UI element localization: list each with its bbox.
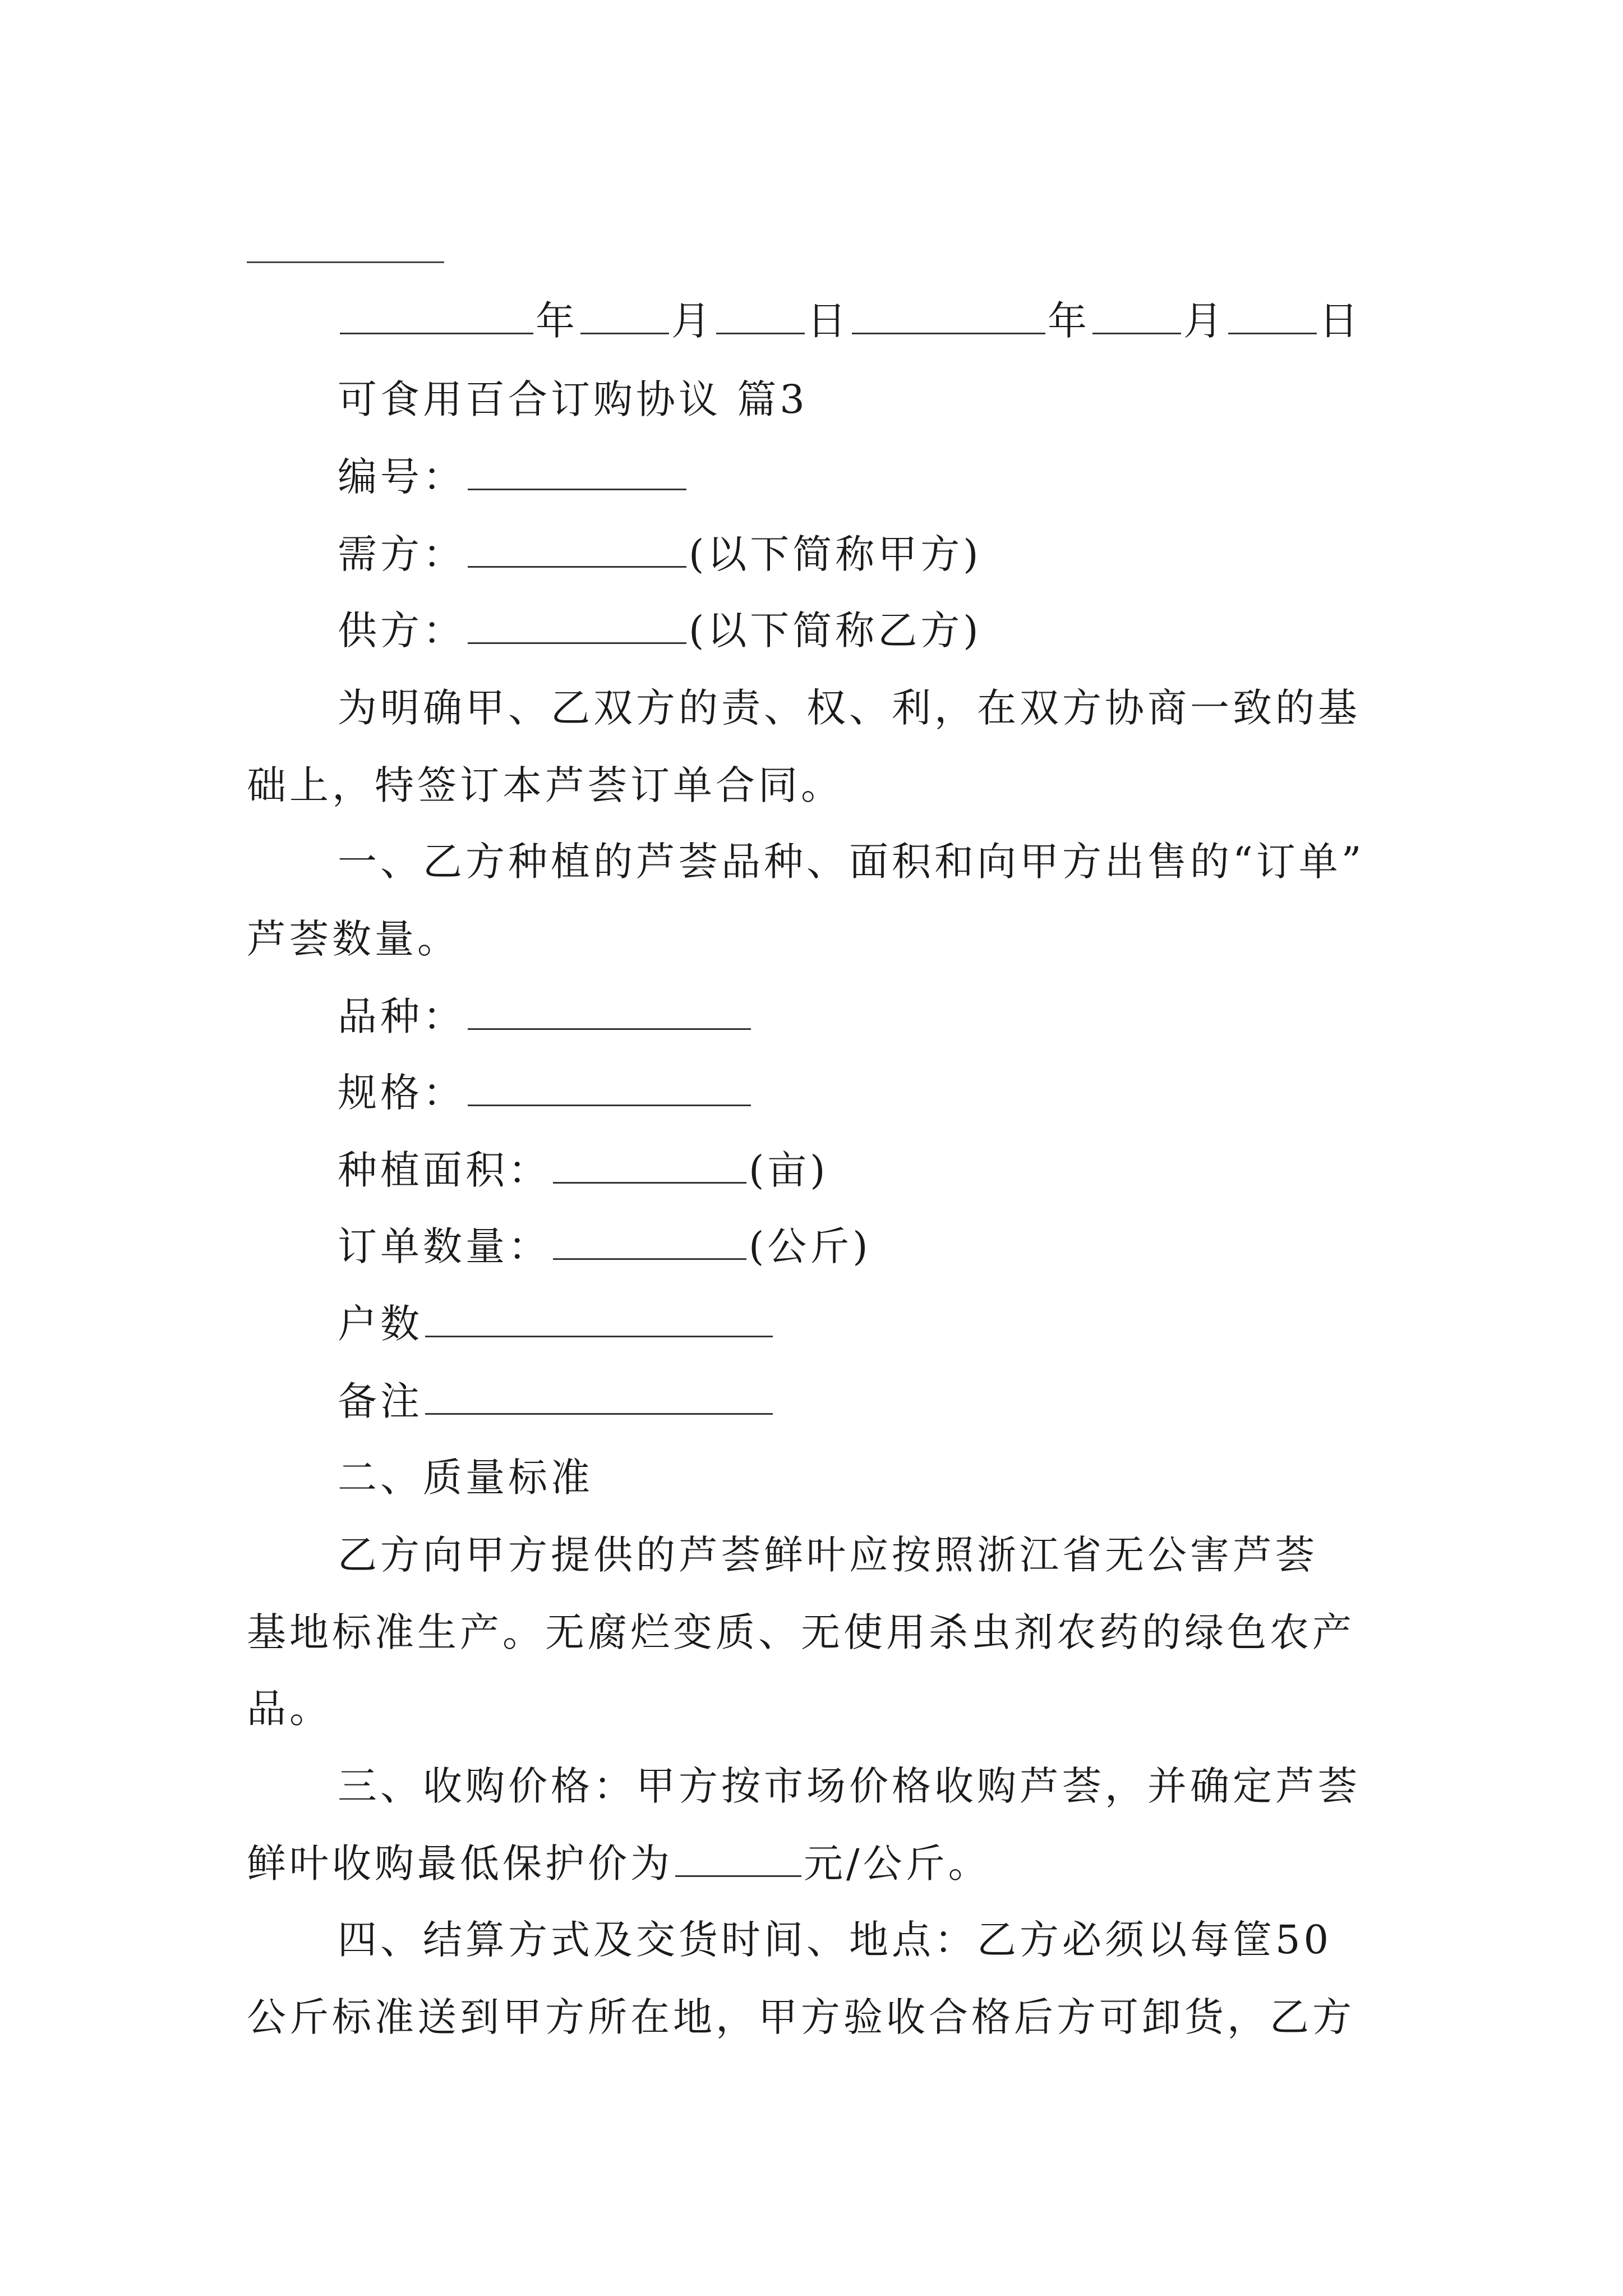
households-line — [0, 1295, 1623, 1353]
seller-blank — [468, 603, 686, 644]
area-blank — [553, 1143, 746, 1184]
quantity-line — [0, 1217, 1623, 1276]
number-blank — [468, 449, 686, 490]
date-line — [0, 292, 1623, 350]
households-blank — [425, 1296, 773, 1337]
intro-line-1: 为明确甲、乙双方的责、权、利，在双方协商一致的基 — [338, 685, 1361, 731]
households-label: 户数 — [338, 1301, 423, 1347]
quantity-blank — [553, 1219, 746, 1260]
section1-line-1: 一、乙方种植的芦荟品种、面积和向甲方出售的“订单” — [338, 839, 1365, 885]
month-label-1: 月 — [671, 298, 714, 344]
seller-note: (以下简称乙方) — [689, 608, 982, 654]
area-label: 种植面积： — [338, 1147, 551, 1193]
section3-line-2 — [0, 1834, 1623, 1893]
year-label-1: 年 — [536, 298, 578, 344]
section2-line-1: 乙方向甲方提供的芦荟鲜叶应按照浙江省无公害芦荟 — [338, 1532, 1318, 1578]
month-blank-2 — [1092, 293, 1181, 334]
month-label-2: 月 — [1183, 298, 1226, 344]
variety-label: 品种： — [338, 993, 465, 1039]
year-blank-2 — [852, 293, 1045, 334]
remarks-line — [0, 1372, 1623, 1430]
seller-label: 供方： — [338, 608, 465, 654]
spec-label: 规格： — [338, 1070, 465, 1116]
area-line — [0, 1141, 1623, 1199]
price-unit: 元/公斤。 — [804, 1841, 991, 1887]
buyer-line — [0, 525, 1623, 583]
quantity-unit: (公斤) — [749, 1223, 872, 1269]
section4-line-2: 公斤标准送到甲方所在地，甲方验收合格后方可卸货，乙方 — [247, 1994, 1355, 2040]
price-blank — [675, 1836, 801, 1877]
section2-title: 二、质量标准 — [338, 1455, 593, 1501]
seller-line — [0, 601, 1623, 660]
variety-line — [0, 987, 1623, 1046]
number-line — [0, 448, 1623, 506]
month-blank-1 — [580, 293, 669, 334]
year-blank-1 — [340, 293, 533, 334]
section4-line-1: 四、结算方式及交货时间、地点：乙方必须以每筐50 — [338, 1917, 1332, 1963]
day-blank-1 — [716, 293, 805, 334]
spec-line — [0, 1064, 1623, 1122]
intro-line-2: 础上，特签订本芦荟订单合同。 — [247, 762, 843, 808]
number-label: 编号： — [338, 454, 465, 500]
variety-blank — [468, 989, 751, 1030]
day-blank-2 — [1228, 293, 1317, 334]
document-heading: 可食用百合订购协议 篇3 — [338, 376, 808, 422]
quantity-label: 订单数量： — [338, 1223, 551, 1269]
buyer-note: (以下简称甲方) — [689, 531, 982, 577]
remarks-label: 备注 — [338, 1378, 423, 1424]
buyer-blank — [468, 527, 686, 568]
remarks-blank — [425, 1374, 773, 1415]
section3-line-1: 三、收购价格：甲方按市场价格收购芦荟，并确定芦荟 — [338, 1763, 1361, 1809]
top-signature-rule — [247, 261, 444, 263]
area-unit: (亩) — [749, 1147, 829, 1193]
section2-line-3: 品。 — [247, 1686, 332, 1732]
spec-blank — [468, 1065, 751, 1106]
section1-line-2: 芦荟数量。 — [247, 916, 460, 962]
year-label-2: 年 — [1048, 298, 1090, 344]
buyer-label: 需方： — [338, 531, 465, 577]
section2-line-2: 基地标准生产。无腐烂变质、无使用杀虫剂农药的绿色农产 — [247, 1609, 1355, 1655]
price-label: 鲜叶收购最低保护价为 — [247, 1841, 673, 1887]
day-label-1: 日 — [807, 298, 850, 344]
day-label-2: 日 — [1319, 298, 1362, 344]
